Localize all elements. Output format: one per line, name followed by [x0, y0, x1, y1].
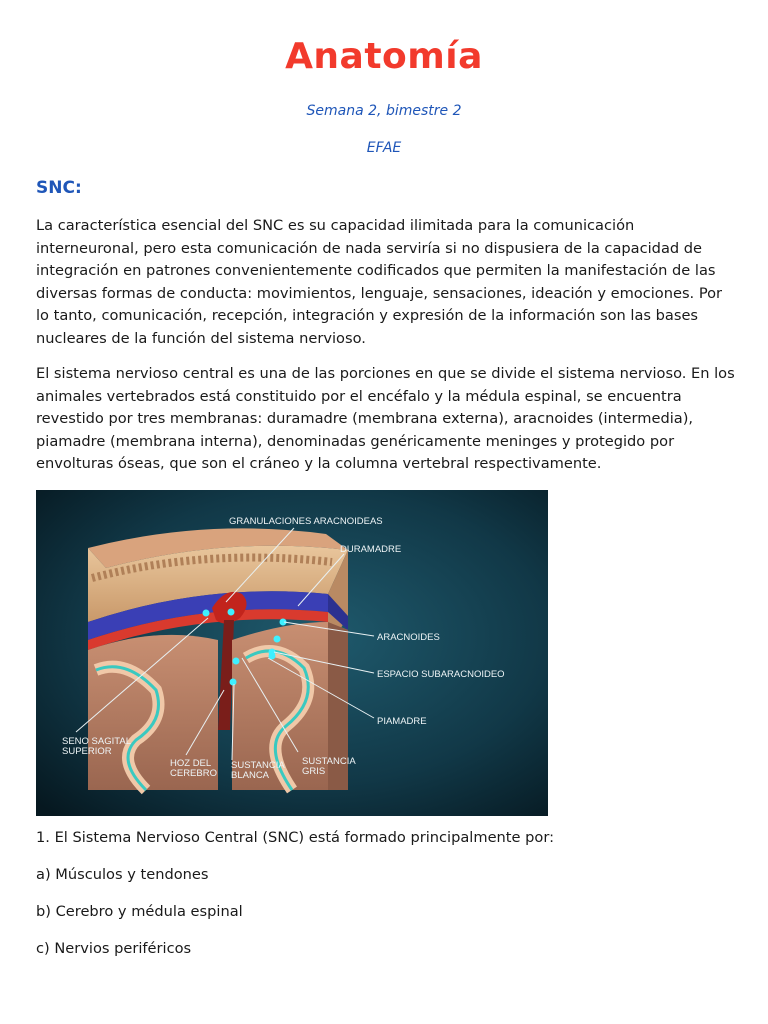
- paragraph-1: La característica esencial del SNC es su capacidad ilimitada para la comunicación interneuronal, pero esta comunicación de nada serviría si no dispusiera de la capacidad de integración en patrones convenientemente codificados que permiten la manifestación de las diversas formas de conducta: movimientos, lenguaje, sensaciones, ideación y emociones. Por lo tanto, comunicación, recepción, integración y expresión de la información son las bases nucleares de la función del sistema nervioso.: [36, 217, 723, 347]
- label-gris-line1: SUSTANCIA: [302, 756, 356, 767]
- paragraph-2: El sistema nervioso central es una de las porciones en que se divide el sistema nervioso. En los animales vertebrados está constituido por el encéfalo y la médula espinal, se encuentra revestido por tres membranas: duramadre (membrana externa), aracnoides (intermedia), piamadre (membrana interna), denominadas genéricamente meninges y protegido por envolturas óseas, que son el cráneo y la columna vertebral respectivamente.: [36, 365, 735, 472]
- question-1: 1. El Sistema Nervioso Central (SNC) está formado principalmente por:: [36, 829, 554, 846]
- label-aracnoides: ARACNOIDES: [377, 632, 440, 643]
- meninges-illustration: [36, 490, 548, 816]
- option-b: b) Cerebro y médula espinal: [36, 903, 243, 920]
- label-espacio-subaracnoideo: ESPACIO SUBARACNOIDEO: [377, 669, 505, 680]
- document-title: Anatomía: [285, 36, 483, 77]
- label-blanca-line1: SUSTANCIA: [231, 760, 285, 771]
- label-piamadre: PIAMADRE: [377, 716, 427, 727]
- document-author: EFAE: [366, 140, 402, 156]
- label-blanca-line2: BLANCA: [231, 770, 270, 781]
- label-hoz-line1: HOZ DEL: [170, 758, 212, 769]
- option-c: c) Nervios periféricos: [36, 940, 192, 957]
- label-granulaciones: GRANULACIONES ARACNOIDEAS: [229, 516, 383, 527]
- document-subtitle: Semana 2, bimestre 2: [306, 103, 462, 119]
- option-a: a) Músculos y tendones: [36, 866, 209, 883]
- label-seno-line1: SENO SAGITAL: [62, 736, 131, 747]
- label-seno-line2: SUPERIOR: [62, 746, 112, 757]
- section-heading: SNC:: [36, 178, 82, 198]
- label-hoz-line2: CEREBRO: [170, 768, 217, 779]
- label-duramadre: DURAMADRE: [340, 544, 402, 555]
- label-gris-line2: GRIS: [302, 766, 326, 777]
